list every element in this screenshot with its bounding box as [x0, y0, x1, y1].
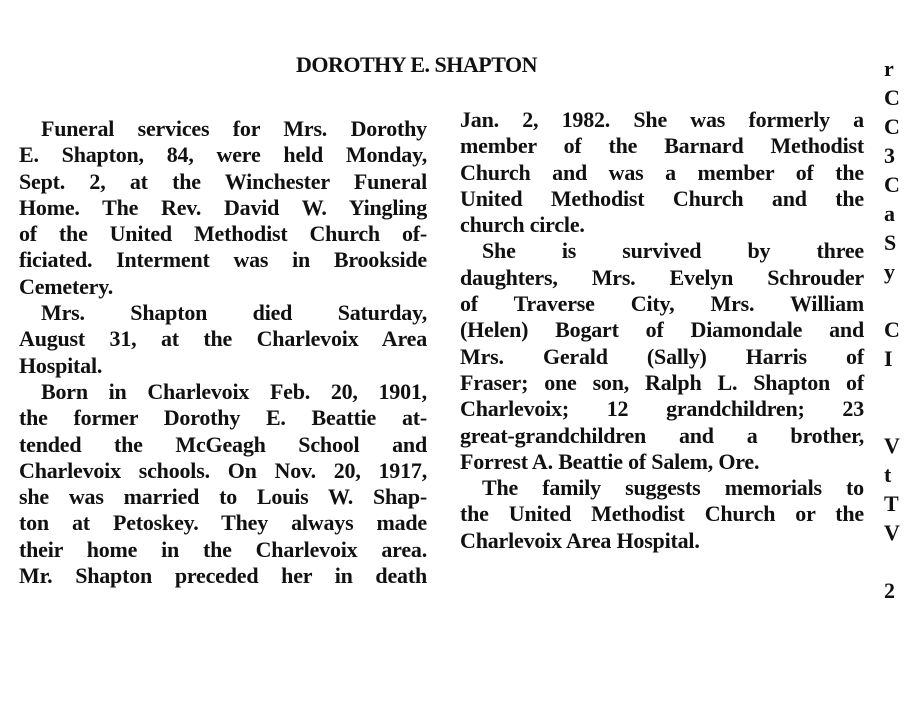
text-line: She is survived by three [482, 238, 864, 264]
text-line: August 31, at the Charlevoix Area [19, 326, 427, 352]
text-line: United Methodist Church and the [460, 185, 864, 211]
fragment-char [884, 288, 904, 317]
text-line: daughters, Mrs. Evelyn Schrouder [460, 264, 864, 290]
fragment-char: T [884, 491, 899, 516]
fragment-char: a [884, 201, 895, 226]
fragment-char: y [884, 259, 895, 284]
fragment-char: t [884, 462, 892, 487]
text-line: Sept. 2, at the Winchester Funeral [19, 168, 427, 194]
text-line: (Helen) Bogart of Diamondale and [460, 317, 864, 343]
text-line: the United Methodist Church or the [460, 501, 864, 527]
obituary-headline: DOROTHY E. SHAPTON [296, 52, 537, 77]
text-line: Home. The Rev. David W. Yingling [19, 194, 427, 220]
fragment-char: I [884, 346, 893, 371]
text-line: Funeral services for Mrs. Dorothy [41, 116, 427, 141]
left-text-column [19, 116, 427, 589]
text-line: great-grandchildren and a brother, [460, 422, 864, 448]
fragment-char [884, 404, 904, 433]
text-line: Cemetery. [19, 273, 114, 299]
text-line: Charlevoix; 12 grandchildren; 23 [460, 396, 864, 422]
text-line: ton at Petoskey. They always made [19, 510, 427, 536]
text-line: Mrs. Shapton died Saturday, [41, 300, 427, 326]
text-line: The family suggests memorials to [482, 475, 864, 501]
text-line: Church and was a member of the [460, 159, 864, 185]
fragment-char: C [884, 114, 900, 139]
text-line: Mrs. Gerald (Sally) Harris of [460, 343, 864, 369]
fragment-char: V [884, 433, 900, 458]
fragment-char [884, 375, 904, 404]
text-line: their home in the Charlevoix area. [19, 536, 427, 562]
right-column-fragment [884, 56, 904, 607]
text-line: Hospital. [19, 352, 103, 378]
text-line: tended the McGeagh School and [19, 431, 427, 457]
text-line: Mr. Shapton preceded her in death [19, 563, 427, 589]
text-line: the former Dorothy E. Beattie at- [19, 405, 427, 431]
text-line: Fraser; one son, Ralph L. Shapton of [460, 369, 864, 395]
text-line: Charlevoix Area Hospital. [460, 527, 700, 553]
fragment-char: C [884, 317, 900, 342]
fragment-char: C [884, 172, 900, 197]
text-line: Forrest A. Beattie of Salem, Ore. [460, 448, 760, 474]
fragment-char: S [884, 230, 897, 255]
fragment-char: r [884, 56, 894, 81]
fragment-char: 3 [884, 143, 895, 168]
text-line: E. Shapton, 84, were held Monday, [19, 142, 427, 168]
fragment-char: V [884, 520, 900, 545]
text-line: ficiated. Interment was in Brookside [19, 247, 427, 273]
text-line: Jan. 2, 1982. She was formerly a [460, 107, 864, 132]
text-line: she was married to Louis W. Shap- [19, 484, 427, 510]
text-line: church circle. [460, 212, 585, 238]
fragment-char: C [884, 85, 900, 110]
fragment-char [884, 549, 904, 578]
text-line: Charlevoix schools. On Nov. 20, 1917, [19, 457, 427, 483]
text-line: member of the Barnard Methodist [460, 133, 864, 159]
middle-text-column [460, 107, 864, 554]
fragment-char: 2 [884, 578, 895, 603]
text-line: of Traverse City, Mrs. William [460, 291, 864, 317]
text-line: Born in Charlevoix Feb. 20, 1901, [41, 378, 427, 404]
text-line: of the United Methodist Church of- [19, 221, 427, 247]
